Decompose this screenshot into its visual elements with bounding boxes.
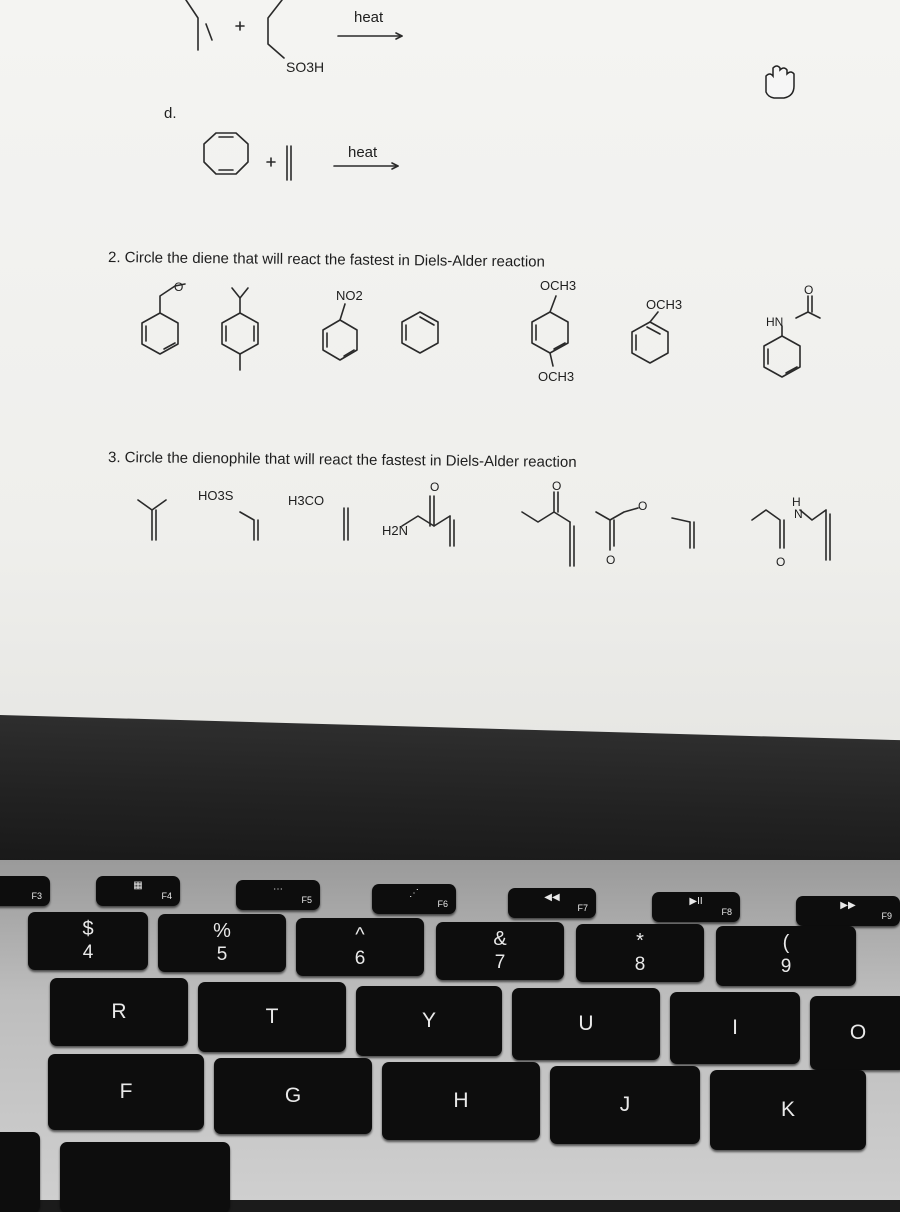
part-d-label: d. xyxy=(164,105,177,122)
dienophile-option-3-methoxy xyxy=(344,508,348,540)
diene-option-2 xyxy=(222,288,258,370)
dienophile-option-6-ester xyxy=(596,508,694,550)
methoxy-substituent-option-6: OCH3 xyxy=(646,297,683,312)
key-f5[interactable]: ⋯ F5 xyxy=(236,880,320,910)
key-o[interactable]: O xyxy=(810,996,900,1070)
key-k[interactable]: K xyxy=(710,1070,866,1150)
key-f4[interactable]: ▦ F4 xyxy=(96,876,180,906)
fast-forward-icon: ▶▶ xyxy=(840,900,856,911)
keyboard-backlight-up-icon: ⋰ xyxy=(409,888,419,899)
hand-cursor-icon xyxy=(766,66,794,98)
key-t[interactable]: T xyxy=(198,982,346,1052)
key-h[interactable]: H xyxy=(382,1062,540,1140)
key-g[interactable]: G xyxy=(214,1058,372,1134)
cyclooctadiene-structure xyxy=(204,133,248,174)
diene-option-3-nitro xyxy=(323,304,357,360)
ester-o-label: O xyxy=(638,499,648,513)
rewind-icon: ◀◀ xyxy=(544,892,560,903)
key-f[interactable]: F xyxy=(48,1054,204,1130)
key-partial-left[interactable] xyxy=(0,1132,40,1212)
laptop-keyboard xyxy=(0,860,900,1200)
carbonyl-o-q2: O xyxy=(174,280,184,294)
carbonyl-o-q3-c: O xyxy=(606,553,616,567)
diene-option-5-dimethoxy xyxy=(532,296,568,366)
launchpad-icon: ▦ xyxy=(133,880,143,891)
alkyne-dienophile xyxy=(287,146,291,180)
heat-condition-d: heat xyxy=(348,144,378,161)
reaction-arrow-top xyxy=(338,33,402,39)
reagent-so3h-label: SO3H xyxy=(286,59,325,75)
key-j[interactable]: J xyxy=(550,1066,700,1144)
carbonyl-o-q3-b: O xyxy=(552,479,562,493)
amine-label: H2N xyxy=(382,523,409,538)
key-4[interactable]: $ 4 xyxy=(28,912,148,970)
key-7[interactable]: & 7 xyxy=(436,922,564,980)
key-f7[interactable]: ◀◀ F7 xyxy=(508,888,596,918)
play-pause-icon: ▶II xyxy=(689,896,703,907)
methoxy-substituent-top: OCH3 xyxy=(540,278,577,293)
heat-condition-top: heat xyxy=(354,9,384,26)
plus-sign-top xyxy=(236,22,244,30)
key-9[interactable]: ( 9 xyxy=(716,926,856,986)
methoxy-substituent-bottom: OCH3 xyxy=(538,369,575,384)
dienophile-option-1 xyxy=(138,500,166,540)
dienophile-option-5-ketone xyxy=(522,492,574,566)
key-f9[interactable]: ▶▶ F9 xyxy=(796,896,900,926)
dienophile-option-2-sulfonate xyxy=(240,512,258,540)
sulfonic-acid-dienophile xyxy=(268,0,284,58)
sulfonate-label: HO3S xyxy=(198,488,234,503)
question-2-text: 2. Circle the diene that will react the fastest in Diels-Alder reaction xyxy=(107,249,545,271)
diene-option-4-cyclohexadiene xyxy=(402,312,438,353)
key-f3[interactable]: F3 xyxy=(0,876,50,906)
diene-option-7-amide xyxy=(764,296,820,377)
key-8[interactable]: * 8 xyxy=(576,924,704,982)
key-f8[interactable]: ▶II F8 xyxy=(652,892,740,922)
key-i[interactable]: I xyxy=(670,992,800,1064)
key-5[interactable]: % 5 xyxy=(158,914,286,972)
amide-n-label: N xyxy=(794,507,803,521)
diene-option-1 xyxy=(142,284,185,354)
dienophile-option-7-acrylamide xyxy=(752,510,830,560)
amide-nh-label: HN xyxy=(766,315,784,329)
keyboard-backlight-down-icon: ⋯ xyxy=(273,884,283,895)
plus-sign-d xyxy=(267,158,275,166)
key-r[interactable]: R xyxy=(50,978,188,1046)
nitro-substituent: NO2 xyxy=(336,288,363,303)
key-y[interactable]: Y xyxy=(356,986,502,1056)
carbonyl-o-q3-d: O xyxy=(776,555,786,569)
key-u[interactable]: U xyxy=(512,988,660,1060)
dienophile-option-4-amide xyxy=(402,496,454,546)
key-f6[interactable]: ⋰ F6 xyxy=(372,884,456,914)
methoxy-label-q3: H3CO xyxy=(288,493,325,508)
reaction-arrow-d xyxy=(334,163,398,169)
diene-option-6-methoxy xyxy=(632,312,668,363)
question-3-text: 3. Circle the dienophile that will react the fastest in Diels-Alder reaction xyxy=(107,449,577,471)
key-partial-bottom[interactable] xyxy=(60,1142,230,1212)
carbonyl-o-q3-a: O xyxy=(430,480,440,494)
key-6[interactable]: ^ 6 xyxy=(296,918,424,976)
carbonyl-o-q2-amide: O xyxy=(804,283,814,297)
diene-structure-top xyxy=(186,0,212,50)
amide-h-label: H xyxy=(792,495,801,509)
